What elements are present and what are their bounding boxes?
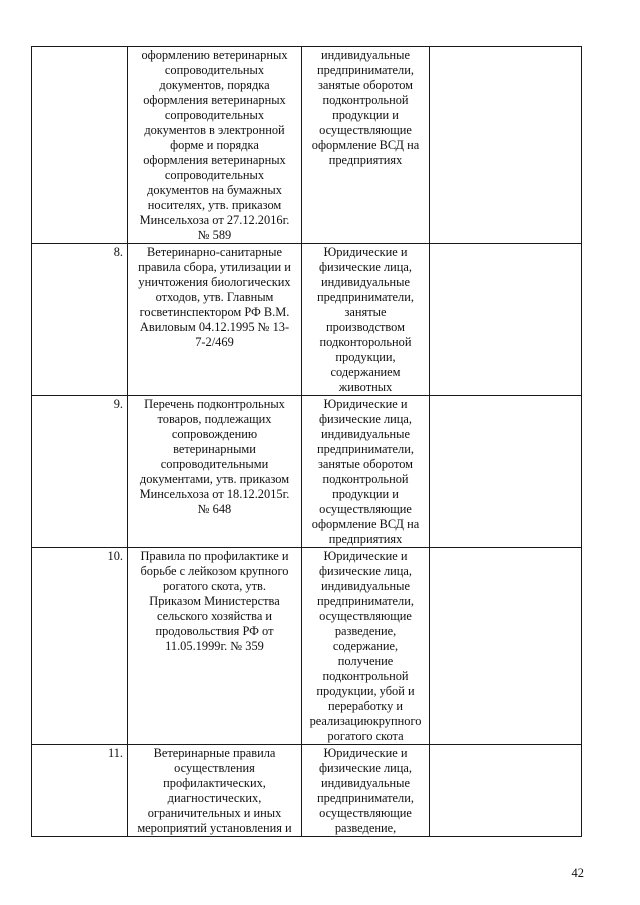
row-number: 9. <box>113 397 123 411</box>
subjects-text: индивидуальные предприниматели, занятые оборотом подконтрольной продукции и осуществляющие оформление ВСД на предприятиях <box>311 48 420 167</box>
row-number-cell <box>32 548 128 745</box>
subjects-text: Юридические и физические лица, индивидуальные предприниматели, занятые производством подконторольной продукции, содержанием животных <box>317 245 414 394</box>
document-cell <box>128 548 302 745</box>
row-number-cell <box>32 396 128 548</box>
document-name: оформлению ветеринарных сопроводительных документов, порядка оформления ветеринарных сопроводительных документов в электронной форме и порядка оформления ветеринарных сопроводительных документов на бумажных носителях, утв. приказом Минсельхоза от 27.12.2016г. № 589 <box>139 48 290 242</box>
table-row <box>32 244 582 396</box>
table-row <box>32 396 582 548</box>
document-cell <box>128 47 302 244</box>
document-cell <box>128 745 302 837</box>
subjects-cell <box>302 47 430 244</box>
regulations-table <box>31 46 582 837</box>
subjects-cell <box>302 244 430 396</box>
page-number: 42 <box>571 866 584 880</box>
document-name: Перечень подконтрольных товаров, подлежащих сопровождению ветеринарными сопроводительными документами, утв. приказом Минсельхоза от 18.12.2015г. № 648 <box>139 397 290 516</box>
row-number: 8. <box>113 245 123 259</box>
row-number: 11. <box>107 746 123 760</box>
row-number-cell <box>32 745 128 837</box>
subjects-text: Юридические и физические лица, индивидуальные предприниматели, занятые оборотом подконтрольной продукции и осуществляющие оформление ВСД на предприятиях <box>311 397 420 546</box>
table-row <box>32 548 582 745</box>
note-cell <box>430 548 582 745</box>
table-row <box>32 745 582 837</box>
document-cell <box>128 244 302 396</box>
note-cell <box>430 47 582 244</box>
document-cell <box>128 396 302 548</box>
document-name: Ветеринарно-санитарные правила сбора, утилизации и уничтожения биологических отходов, утв. Главным госветинспектором РФ В.М. Авиловым 04.12.1995 № 13- 7-2/469 <box>138 245 291 349</box>
subjects-cell <box>302 548 430 745</box>
note-cell <box>430 244 582 396</box>
subjects-text: Юридические и физические лица, индивидуальные предприниматели, осуществляющие разведение, содержание, получение подконтрольной продукции, убой и переработку и реализациюкрупного рогатого скота <box>309 549 422 743</box>
table-row <box>32 47 582 244</box>
row-number-cell <box>32 244 128 396</box>
subjects-text: Юридические и физические лица, индивидуальные предприниматели, осуществляющие разведение, <box>317 746 414 835</box>
subjects-cell <box>302 745 430 837</box>
row-number: 10. <box>107 549 123 563</box>
subjects-cell <box>302 396 430 548</box>
document-name: Правила по профилактике и борьбе с лейкозом крупного рогатого скота, утв. Приказом Министерства сельского хозяйства и продовольствия РФ от 11.05.1999г. № 359 <box>140 549 289 653</box>
note-cell <box>430 396 582 548</box>
row-number-cell <box>32 47 128 244</box>
document-name: Ветеринарные правила осуществления профилактических, диагностических, ограничительных и иных мероприятий установления и <box>137 746 292 835</box>
note-cell <box>430 745 582 837</box>
